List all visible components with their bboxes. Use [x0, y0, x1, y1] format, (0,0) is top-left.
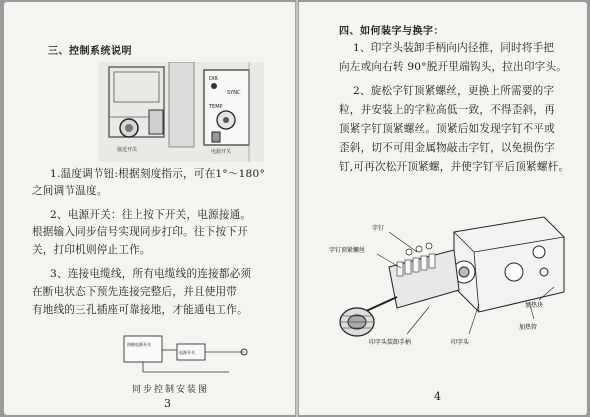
paragraph-change-type-cont3: 歪斜，切不可用金属物敲击字钉，以免损伤字	[339, 142, 555, 154]
paragraph-temp-knob: 1.温度调节钮:根据刻度指示，可在1°～180°	[50, 168, 265, 180]
page-number-left: 3	[164, 397, 171, 410]
paragraph-remove-head-cont: 向左或向右转 90°脱开里端钩头，拉出印字头。	[339, 61, 568, 73]
section-title-type-change: 四、如何装字与换字：	[339, 26, 444, 37]
paragraph-power-switch-cont2: 关，打印机则停止工作。	[32, 244, 151, 256]
paragraph-change-type-cont4: 钉,可再次松开顶紧螺，并使字钉平后顶紧螺杆。	[339, 161, 570, 173]
label-type-screw: 字钉顶紧螺丝	[329, 247, 366, 254]
label-heat-block: 加热块	[525, 302, 544, 309]
paragraph-change-type: 2、旋松字钉顶紧螺丝，更换上所需要的字	[353, 85, 555, 97]
panel-text-sync: SYNC	[227, 90, 241, 96]
paragraph-remove-head: 1、印字头装卸手柄向内径推，同时将手把	[353, 42, 555, 54]
page-number-right: 4	[434, 390, 441, 403]
paragraph-cable-cont1: 在断电状态下预先连接完整后，并且使用带	[32, 286, 238, 298]
paragraph-cable-cont2: 有地线的三孔插座可靠接地，才能通电工作。	[32, 304, 248, 316]
section-title-control: 三、控制系统说明	[48, 46, 132, 57]
paragraph-power-switch-cont1: 根据输入同步信号实现同步打印。往下按下开	[32, 226, 248, 238]
print-head-diagram	[329, 212, 579, 372]
power-switch-label: 电源开关	[211, 149, 232, 155]
figure-caption: 同步控制安装图	[132, 385, 210, 395]
paragraph-power-switch: 2、电源开关：往上按下开关，电源接通。	[50, 209, 252, 221]
left-page	[4, 2, 295, 415]
paragraph-temp-knob-cont: 之间调节温度。	[32, 185, 108, 197]
label-lever: 印字头装卸手柄	[369, 339, 412, 346]
paragraph-change-type-cont1: 粒，并安装上的字粒高低一致，不得歪斜，再	[339, 104, 555, 116]
paragraph-cable: 3、连接电缆线，所有电缆线的连接都必须	[50, 268, 252, 280]
label-heat-tube: 加热管	[519, 324, 538, 331]
diagram-box-label-2: 电源开关	[179, 350, 195, 355]
paragraph-change-type-cont2: 顶紧字钉顶紧螺丝。顶紧后如发现字钉不平或	[339, 123, 555, 135]
sync-control-diagram	[109, 330, 259, 376]
diagram-box-label-1: 热敏电源开关	[127, 342, 151, 347]
control-panel-photo	[99, 62, 264, 162]
label-print-head: 印字头	[451, 339, 470, 346]
label-type-nail: 字钉	[372, 225, 385, 232]
panel-text-temp: TEMP	[209, 104, 223, 110]
proximity-switch-label: 接近开关	[117, 147, 138, 153]
panel-text-dir: DIR	[209, 76, 218, 82]
right-page	[299, 2, 587, 415]
